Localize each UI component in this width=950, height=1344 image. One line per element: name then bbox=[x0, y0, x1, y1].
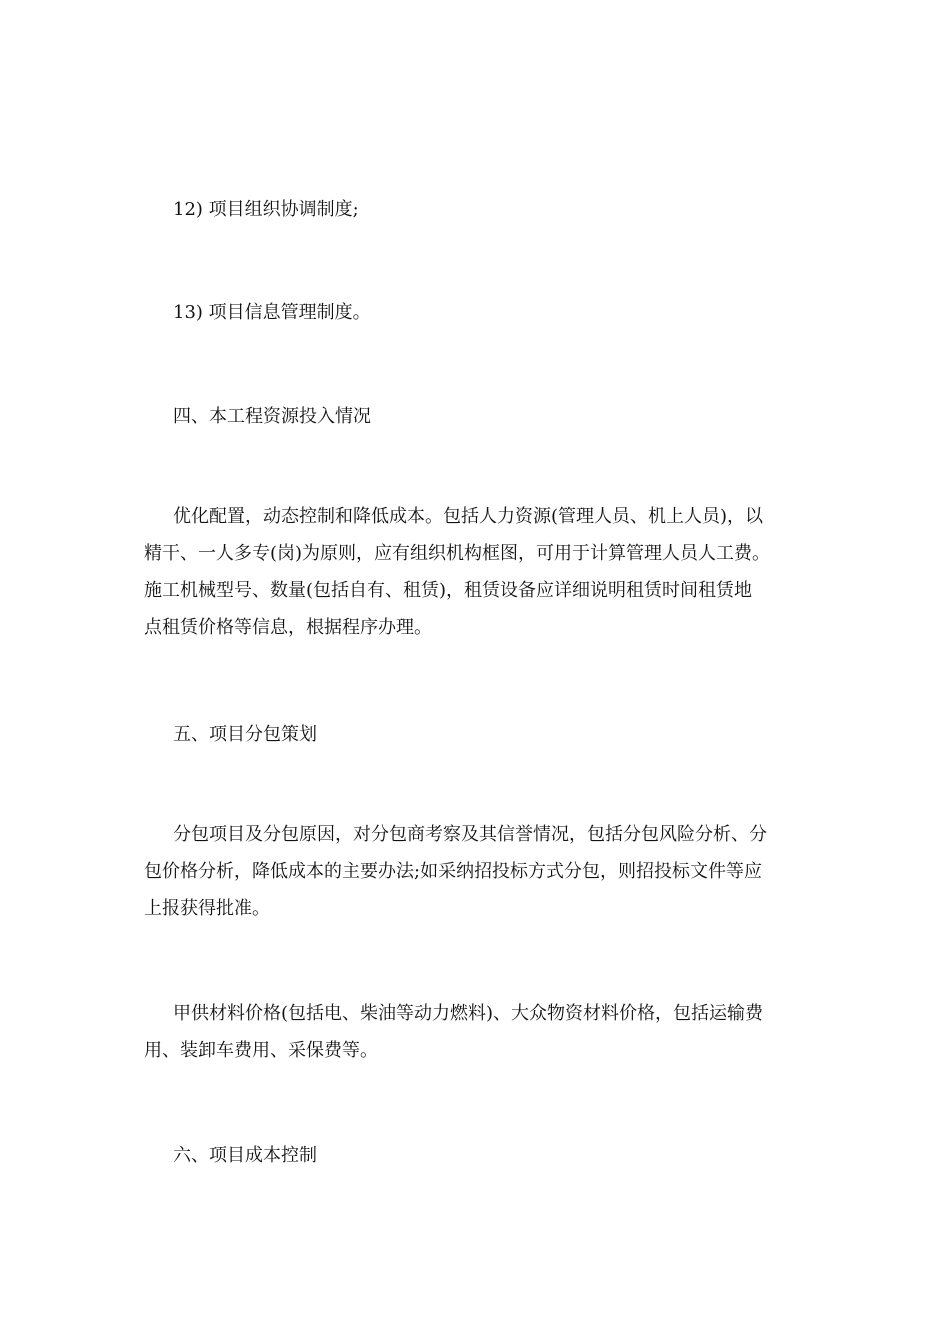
paragraph-line: 用、装卸车费用、采保费等。 bbox=[144, 1040, 378, 1061]
paragraph-line: 分包项目及分包原因，对分包商考察及其信誉情况，包括分包风险分析、分 bbox=[173, 824, 767, 845]
paragraph-line: 甲供材料价格(包括电、柴油等动力燃料)、大众物资材料价格，包括运输费 bbox=[173, 1003, 764, 1024]
paragraph-line: 优化配置，动态控制和降低成本。包括人力资源(管理人员、机上人员)，以 bbox=[173, 506, 764, 527]
section-heading-4: 四、本工程资源投入情况 bbox=[173, 406, 371, 427]
paragraph-line: 精干、一人多专(岗)为原则，应有组织机构框图，可用于计算管理人员人工费。 bbox=[144, 543, 771, 564]
section-heading-6: 六、项目成本控制 bbox=[173, 1145, 317, 1166]
section-5-paragraph-2 bbox=[144, 995, 809, 1069]
paragraph-line: 包价格分析，降低成本的主要办法;如采纳招投标方式分包，则招投标文件等应 bbox=[144, 861, 763, 882]
section-5-paragraph-1 bbox=[144, 816, 809, 927]
section-heading-5: 五、项目分包策划 bbox=[173, 724, 317, 745]
list-item-13: 13) 项目信息管理制度。 bbox=[173, 302, 371, 323]
paragraph-line: 上报获得批准。 bbox=[144, 898, 270, 919]
section-4-paragraph bbox=[144, 498, 809, 646]
list-item-12: 12) 项目组织协调制度; bbox=[173, 199, 359, 220]
paragraph-line: 点租赁价格等信息，根据程序办理。 bbox=[144, 617, 432, 638]
paragraph-line: 施工机械型号、数量(包括自有、租赁)，租赁设备应详细说明租赁时间租赁地 bbox=[144, 580, 753, 601]
